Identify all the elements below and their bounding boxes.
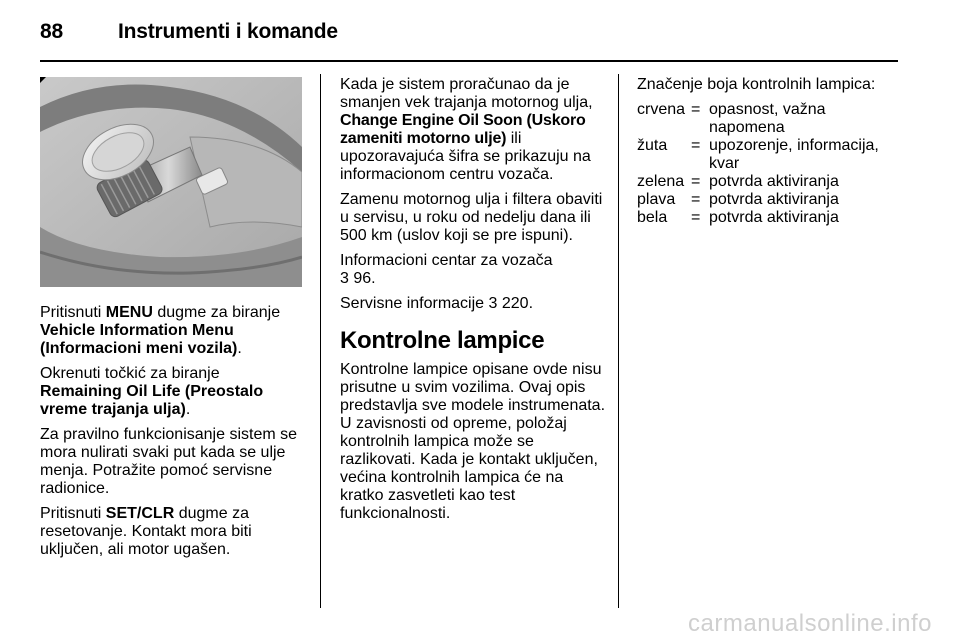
legend-meaning: opasnost, važna napomena	[709, 101, 826, 136]
paragraph-set-clr: Pritisnuti SET/CLR dugme za resetovanje. Kontakt mora biti uključen, ali motor ugašen.	[40, 505, 252, 558]
section-heading: Kontrolne lampice	[340, 327, 545, 354]
header-rule	[40, 60, 898, 62]
legend-meaning: potvrda aktiviranja	[709, 173, 839, 190]
paragraph-reset-note: Za pravilno funkcionisanje sistem se mora nulirati svaki put kada se ulje menja. Potražite pomoć servisne radionice.	[40, 426, 298, 497]
legend-meaning: upozorenje, informacija, kvar	[709, 137, 879, 172]
remaining-oil-life-label: Remaining Oil Life (Preostalo vreme trajanja ulja)	[40, 383, 264, 418]
page-number: 88	[40, 20, 63, 43]
legend-meaning: potvrda aktiviranja	[709, 209, 839, 226]
legend-equals: =	[691, 191, 701, 208]
legend-equals: =	[691, 101, 701, 118]
legend-meaning: potvrda aktiviranja	[709, 191, 839, 208]
column-divider-left	[320, 74, 321, 608]
paragraph-oil-filter: Zamenu motornog ulja i filtera obaviti u servisu, u roku od nedelju dana ili 500 km (uslov koji se pre ispuni).	[340, 191, 603, 244]
legend-color-name: žuta	[637, 137, 668, 154]
change-engine-oil-label: Change Engine Oil Soon (Uskoro zameniti motorno ulje)	[340, 112, 586, 147]
color-legend-table	[637, 101, 899, 227]
legend-row	[637, 173, 899, 191]
reference-service-info: Servisne informacije 3 220.	[340, 295, 534, 312]
legend-row	[637, 137, 899, 173]
legend-color-name: crvena	[637, 101, 686, 118]
reference-driver-info-centre: Informacioni centar za vozača 3 96.	[340, 252, 553, 287]
page-title: Instrumenti i komande	[118, 20, 338, 43]
legend-color-name: plava	[637, 191, 676, 208]
vehicle-information-menu-label: Vehicle Information Menu (Informacioni meni vozila)	[40, 322, 238, 357]
menu-button-label: MENU	[105, 304, 153, 321]
legend-row	[637, 101, 899, 137]
paragraph-control-lamps: Kontrolne lampice opisane ovde nisu prisutne u svim vozilima. Ovaj opis predstavlja sve modele instrumenata. U zavisnosti od opreme, položaj kontrolnih lampica može se razlikovati. Kada je kontakt uključen, većina kontrolnih lampica će na kratko zasvetleti kao test funkcionalnosti.	[340, 361, 606, 522]
legend-row	[637, 209, 899, 227]
legend-equals: =	[691, 173, 701, 190]
page-reference-icon: 3	[488, 295, 498, 312]
paragraph-menu-button: Pritisnuti MENU dugme za biranje Vehicle Information Menu (Informacioni meni vozila).	[40, 304, 281, 357]
legend-equals: =	[691, 137, 701, 154]
paragraph-remaining-oil-life: Okrenuti točkić za biranje Remaining Oil Life (Preostalo vreme trajanja ulja).	[40, 365, 264, 418]
column-divider-right	[618, 74, 619, 608]
legend-color-name: bela	[637, 209, 668, 226]
page-reference-icon: 3	[340, 270, 349, 287]
legend-color-name: zelena	[637, 173, 685, 190]
legend-row	[637, 191, 899, 209]
set-clr-button-label: SET/CLR	[105, 505, 175, 522]
legend-intro: Značenje boja kontrolnih lampica:	[637, 76, 876, 93]
control-stalk-photo	[40, 77, 302, 287]
paragraph-change-oil: Kada je sistem proračunao da je smanjen vek trajanja motornog ulja, Change Engine Oil Soon (Uskoro zameniti motorno ulje) ili upozoravajuća šifra se prikazuju na informacionom centru vozača.	[340, 76, 593, 183]
legend-equals: =	[691, 209, 701, 226]
watermark: carmanualsonline.info	[688, 610, 932, 637]
